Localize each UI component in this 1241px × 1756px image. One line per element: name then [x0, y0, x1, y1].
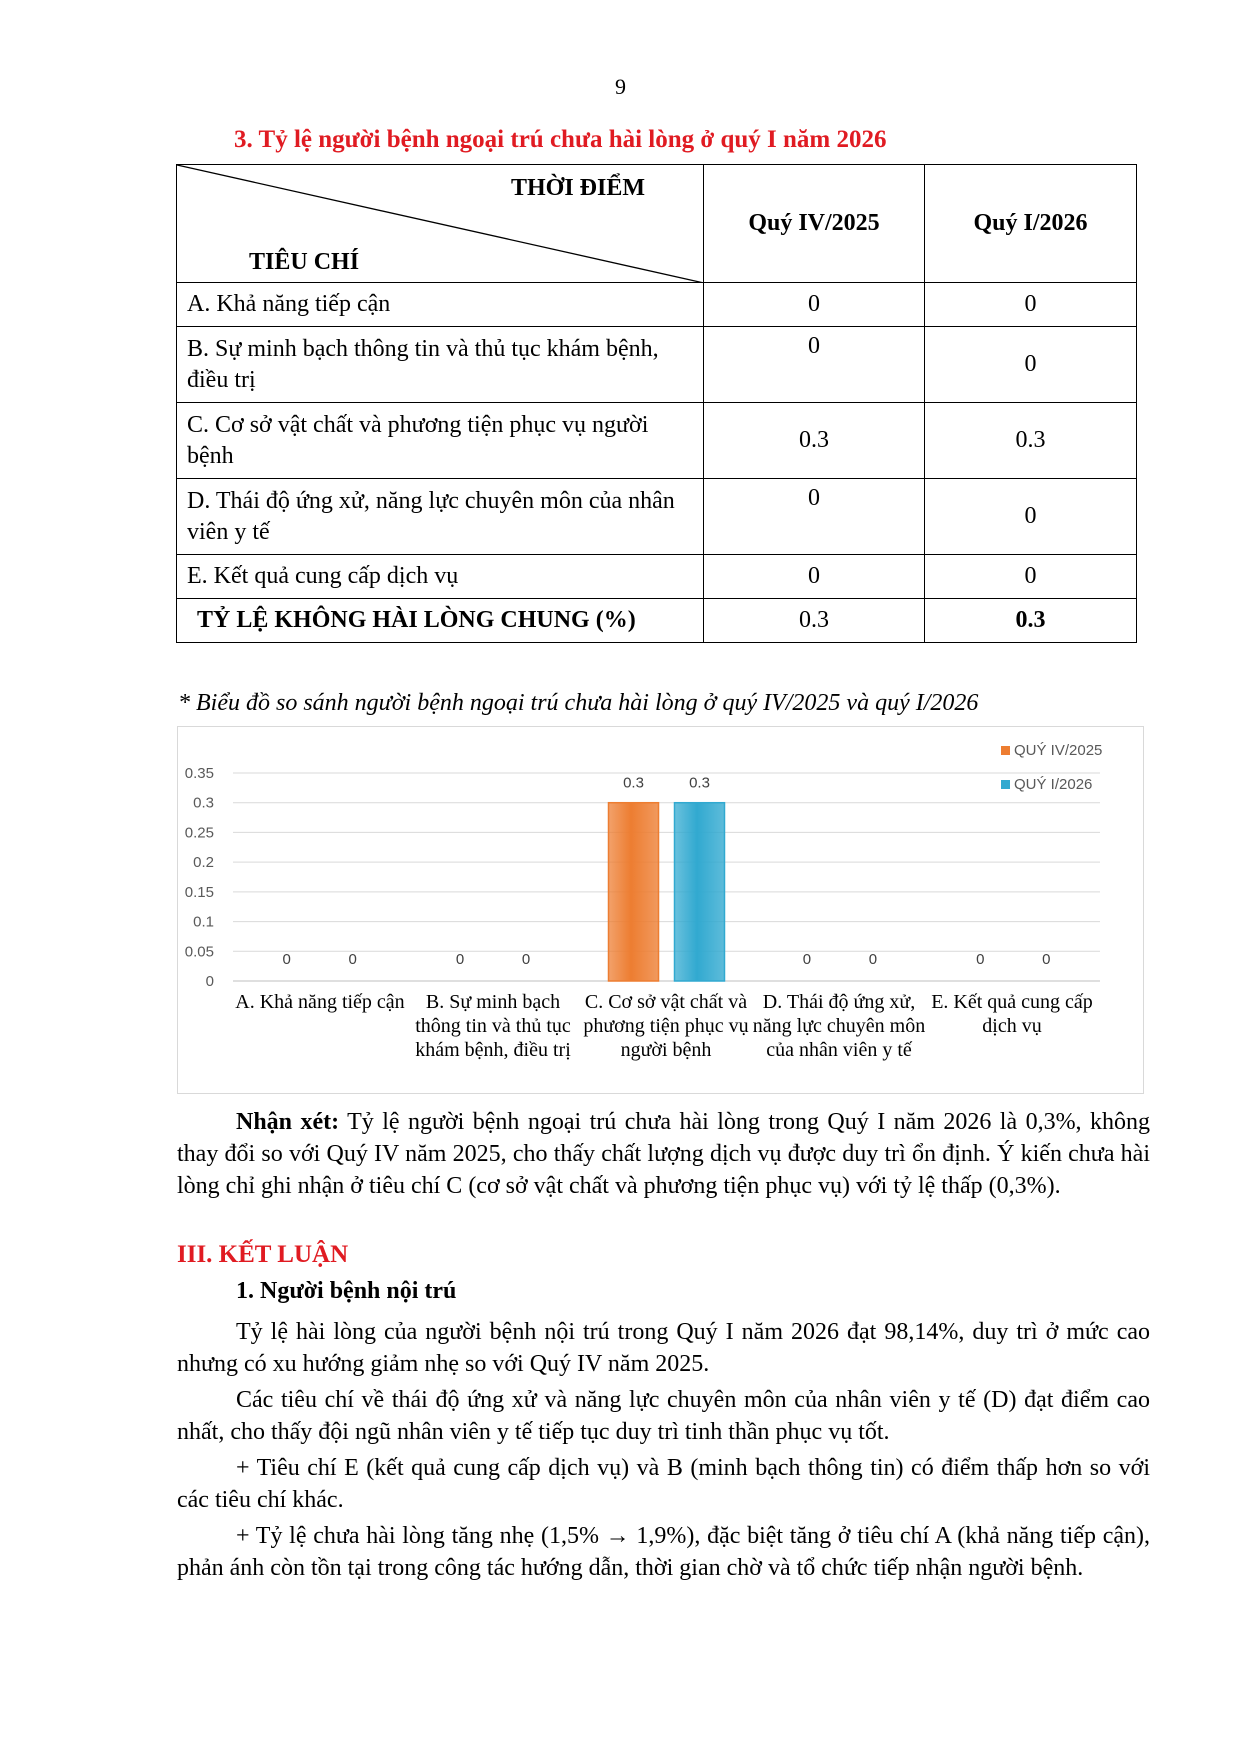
table-row: [177, 327, 1137, 403]
cell-q1: 0: [925, 555, 1137, 599]
cell-q4: 0: [704, 327, 925, 403]
table-row: [177, 479, 1137, 555]
data-label: 0.3: [689, 774, 710, 792]
table-total-row: [177, 599, 1137, 643]
y-tick-label: 0.35: [184, 765, 214, 782]
y-tick-label: 0.25: [184, 824, 214, 842]
header-q4-2025: Quý IV/2025: [704, 165, 925, 283]
table-row: [177, 555, 1137, 599]
table-header-row: [177, 165, 1137, 283]
data-label: 0: [868, 951, 878, 968]
x-label-b: B. Sự minh bạch thông tin và thủ tục khám bệnh, điều trị: [415, 991, 571, 1061]
section-title: 3. Tỷ lệ người bệnh ngoại trú chưa hài lòng ở quý I năm 2026: [234, 126, 887, 153]
row-label: C. Cơ sở vật chất và phương tiện phục vụ người bệnh: [177, 403, 704, 479]
data-label: 0: [1042, 951, 1051, 968]
cell-q4: 0: [704, 555, 925, 599]
conclusion-subheading: 1. Người bệnh nội trú: [236, 1278, 457, 1304]
cell-q1: 0: [925, 283, 1137, 327]
total-label: TỶ LỆ KHÔNG HÀI LÒNG CHUNG (%): [177, 599, 704, 643]
satisfaction-table: [176, 164, 1137, 643]
data-label: 0.3: [623, 774, 644, 792]
y-tick-label: 0: [205, 973, 214, 990]
conclusion-paragraph: + Tiêu chí E (kết quả cung cấp dịch vụ) và B (minh bạch thông tin) có điểm thấp hơn so với các tiêu chí khác.: [177, 1455, 1150, 1513]
table-corner-header: [177, 165, 704, 283]
table-row: [177, 403, 1137, 479]
data-label: 0: [348, 951, 357, 968]
cell-q4: 0: [704, 283, 925, 327]
data-label: 0: [521, 951, 531, 968]
x-label-a: A. Khả năng tiếp cận: [235, 991, 405, 1013]
bar-q4-2025: [609, 803, 659, 981]
row-label: B. Sự minh bạch thông tin và thủ tục khám bệnh, điều trị: [177, 327, 704, 403]
legend-label: QUÝ I/2026: [1014, 776, 1093, 793]
comment-label: Nhận xét:: [236, 1109, 340, 1135]
header-time: THỜI ĐIỂM: [510, 175, 645, 201]
legend-label: QUÝ IV/2025: [1014, 742, 1103, 759]
row-label: A. Khả năng tiếp cận: [177, 283, 704, 327]
cell-q1: 0.3: [925, 403, 1137, 479]
x-label-c: C. Cơ sở vật chất và phương tiện phục vụ người bệnh: [583, 991, 749, 1061]
chart-caption: * Biểu đồ so sánh người bệnh ngoại trú chưa hài lòng ở quý IV/2025 và quý I/2026: [178, 690, 979, 716]
header-q1-2026: Quý I/2026: [925, 165, 1137, 283]
row-label: E. Kết quả cung cấp dịch vụ: [177, 555, 704, 599]
conclusion-paragraph: Tỷ lệ hài lòng của người bệnh nội trú trong Quý I năm 2026 đạt 98,14%, duy trì ở mức cao nhưng có xu hướng giảm nhẹ so với Quý IV năm 2025.: [177, 1319, 1150, 1377]
data-label: 0: [282, 951, 291, 968]
comment-text: Tỷ lệ người bệnh ngoại trú chưa hài lòng trong Quý I năm 2026 là 0,3%, không thay đổi so với Quý IV năm 2025, cho thấy chất lượng dịch vụ được duy trì ổn định. Ý kiến chưa hài lòng chỉ ghi nhận ở tiêu chí C (cơ sở vật chất và phương tiện phục vụ) với tỷ lệ thấp (0,3%).: [177, 1109, 1150, 1199]
total-q1: 0.3: [925, 599, 1137, 643]
y-tick-label: 0.3: [193, 794, 214, 812]
table-row: [177, 283, 1137, 327]
y-tick-label: 0.2: [193, 854, 214, 872]
cell-q1: 0: [925, 327, 1137, 403]
header-criteria: TIÊU CHÍ: [249, 249, 360, 275]
legend-swatch: [1001, 746, 1010, 755]
y-tick-label: 0.15: [184, 883, 214, 901]
data-label: 0: [455, 951, 465, 968]
cell-q4: 0: [704, 479, 925, 555]
legend-swatch: [1001, 780, 1010, 789]
data-label: 0: [802, 951, 812, 968]
cell-q1: 0: [925, 479, 1137, 555]
bar-q1-2026: [675, 803, 725, 981]
row-label: D. Thái độ ứng xử, năng lực chuyên môn của nhân viên y tế: [177, 479, 704, 555]
cell-q4: 0.3: [704, 403, 925, 479]
conclusion-heading: III. KẾT LUẬN: [177, 1241, 349, 1268]
data-label: 0: [976, 951, 985, 968]
x-label-e: E. Kết quả cung cấp dịch vụ: [931, 991, 1093, 1037]
comment-paragraph: [177, 1106, 1150, 1202]
conclusion-paragraph: Các tiêu chí về thái độ ứng xử và năng lực chuyên môn của nhân viên y tế (D) đạt điểm cao nhất, cho thấy đội ngũ nhân viên y tế tiếp tục duy trì tinh thần phục vụ tốt.: [177, 1387, 1150, 1445]
total-q4: 0.3: [704, 599, 925, 643]
y-tick-label: 0.05: [184, 943, 214, 961]
x-label-d: D. Thái độ ứng xử, năng lực chuyên môn của nhân viên y tế: [752, 991, 926, 1061]
page-number: 9: [615, 74, 626, 99]
conclusion-paragraph: + Tỷ lệ chưa hài lòng tăng nhẹ (1,5% → 1,9%), đặc biệt tăng ở tiêu chí A (khả năng tiếp cận), phản ánh còn tồn tại trong công tác hướng dẫn, thời gian chờ và tổ chức tiếp nhận người bệnh.: [177, 1523, 1150, 1581]
y-tick-label: 0.1: [193, 913, 214, 931]
